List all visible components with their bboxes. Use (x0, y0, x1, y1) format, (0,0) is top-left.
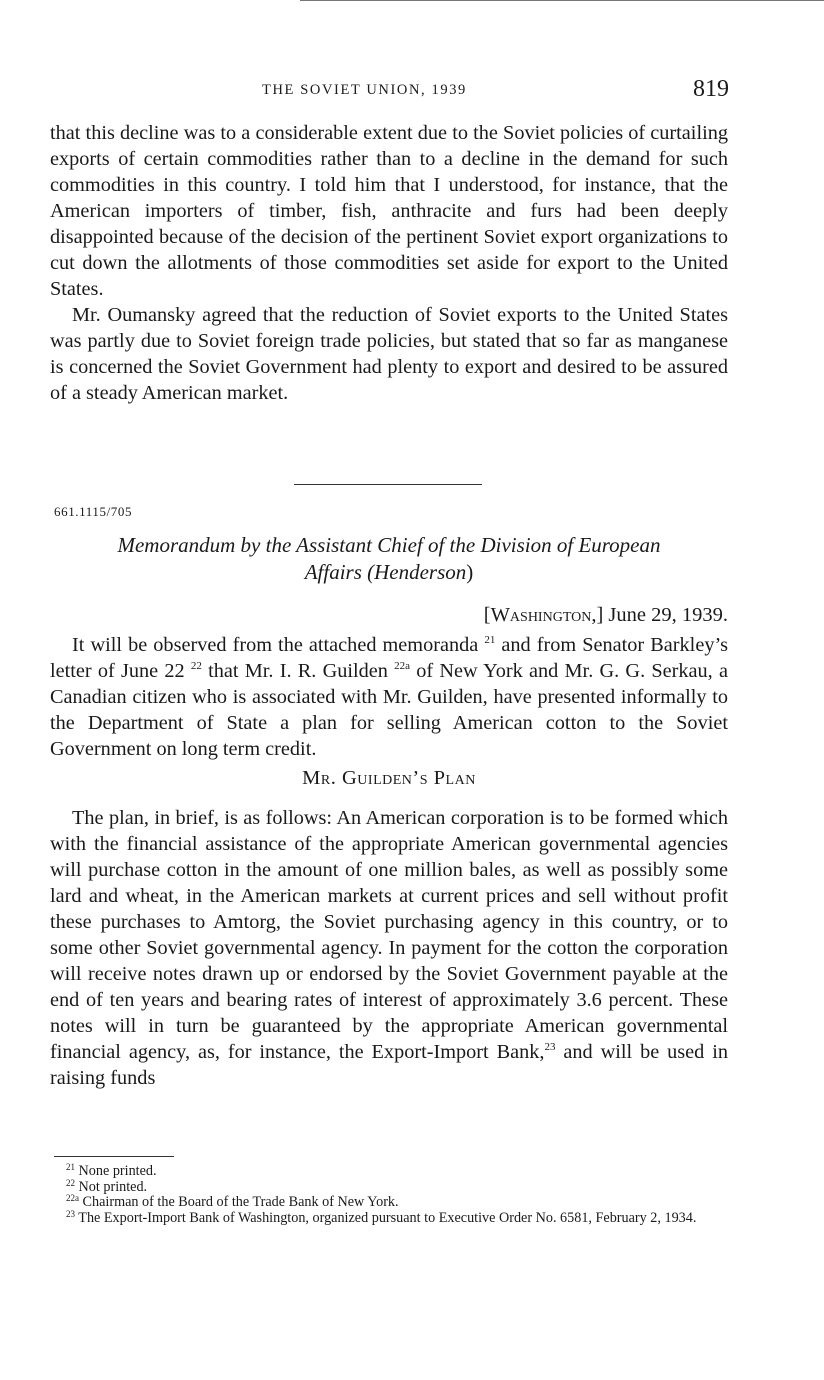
memo-title-author: Henderson (374, 560, 467, 584)
footnote-ref: 23 (544, 1041, 556, 1053)
memo-body (50, 632, 728, 1091)
text-run: and from Senator Barkley’s letter of June 22 (50, 634, 728, 682)
footnote-mark: 23 (66, 1208, 75, 1219)
memo-title-affairs: Affairs ( (304, 560, 375, 584)
dateline-date: June 29, 1939. (603, 604, 728, 626)
paragraph (50, 632, 728, 762)
footnote-ref: 21 (484, 634, 496, 646)
footnote-ref: 22a (394, 660, 411, 672)
section-heading: Mr. Guilden’s Plan (302, 767, 476, 789)
dateline-bracket-open: [ (483, 604, 491, 626)
paragraph: Mr. Oumansky agreed that the reduction of Soviet exports to the United States was partly due to Soviet foreign trade policies, but stated that so far as manganese is concerned the Soviet Government had plenty to export and desired to be assured of a steady American market. (50, 304, 728, 404)
text-run: The plan, in brief, is as follows: An American corporation is to be formed which with the financial assistance of the appropriate American governmental agencies will purchase cotton in the amount of one million bales, as well as possibly some lard and wheat, in the American markets at current prices and sell without profit these purchases to Amtorg, the Soviet purchasing agency in this country, or to some other Soviet governmental agency. In payment for the cotton the corporation will receive notes drawn up or endorsed by the Soviet Government payable at the end of ten years and bearing rates of interest of approximately 3.6 percent. These notes will in turn be guaranteed by the appropriate American governmental financial agency, as, for instance, the Export-Import Bank, (50, 807, 728, 1063)
memo-title-close: ) (466, 560, 474, 584)
footnote (50, 1177, 730, 1196)
running-head (0, 76, 824, 106)
running-title: THE SOVIET UNION, 1939 (262, 82, 467, 98)
memo-title (50, 532, 728, 586)
text-run: and will be used in raising funds (50, 1041, 728, 1089)
section-separator (294, 484, 482, 485)
text-run: of New York and Mr. G. G. Serkau, a Canadian citizen who is associated with Mr. Guilden, have presented informally to the Department of State a plan for selling American cotton to the Soviet Government on long term credit. (50, 660, 728, 760)
footnote-mark: 22a (66, 1193, 79, 1203)
footnote-text: Not printed. (75, 1178, 148, 1195)
dateline-bracket-close: ] (596, 604, 604, 626)
footnote-text: The Export-Import Bank of Washington, organized pursuant to Executive Order No. 6581, February 2, 1934. (75, 1209, 697, 1226)
footnote (50, 1195, 730, 1211)
text-run: It will be observed from the attached memoranda (72, 634, 485, 656)
top-rule (300, 0, 824, 1)
footnote-text: None printed. (75, 1163, 157, 1179)
footnote (50, 1208, 730, 1227)
footnotes (50, 1164, 730, 1226)
file-number: 661.1115/705 (54, 504, 133, 519)
dateline (484, 604, 728, 627)
footnote-text: Chairman of the Board of the Trade Bank of New York. (79, 1194, 399, 1210)
footnote-mark: 22 (66, 1177, 75, 1188)
footnote-rule (54, 1156, 174, 1157)
footnote-mark: 21 (66, 1162, 75, 1172)
memo-title-line1: Memorandum by the Assistant Chief of the Division of European (117, 533, 661, 557)
paragraph: that this decline was to a considerable extent due to the Soviet policies of curtailing exports of certain commodities rather than to a decline in the demand for such commodities in this country. I told him that I understood, for instance, that the American importers of timber, fish, anthracite and furs had been deeply disappointed because of the decision of the pertinent Soviet export organizations to cut down the allotments of those commodities set aside for export to the United States. (50, 122, 728, 300)
text-run: that Mr. I. R. Guilden (201, 660, 395, 682)
memo-title-line2 (50, 559, 728, 586)
dateline-place: Washington, (490, 604, 597, 626)
paragraph (50, 805, 728, 1091)
page-number: 819 (693, 76, 729, 102)
body-text (50, 120, 728, 406)
footnote (50, 1164, 730, 1180)
footnote-ref: 22 (190, 660, 202, 672)
